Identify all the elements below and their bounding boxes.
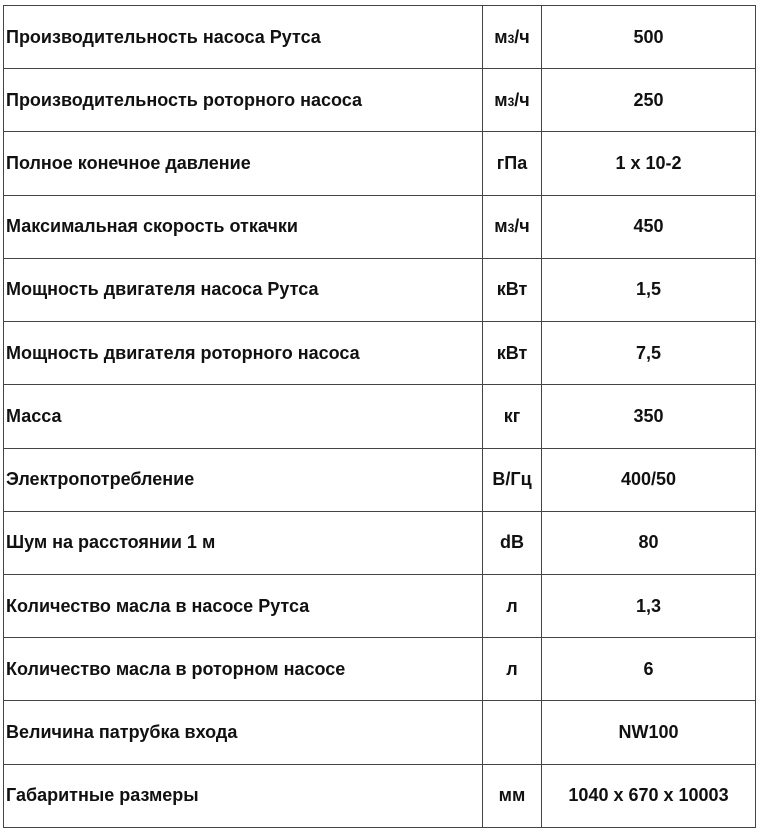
unit-cell: dB (483, 511, 542, 574)
parameter-cell: Электропотребление (4, 448, 483, 511)
unit-cell: В/Гц (483, 448, 542, 511)
unit-cell: кВт (483, 322, 542, 385)
table-row (4, 448, 756, 511)
parameter-cell: Мощность двигателя насоса Рутса (4, 258, 483, 321)
value-cell: 350 (542, 385, 756, 448)
unit-cell: м3/ч (483, 6, 542, 69)
value-cell: 500 (542, 6, 756, 69)
parameter-cell: Производительность насоса Рутса (4, 6, 483, 69)
parameter-cell: Максимальная скорость откачки (4, 195, 483, 258)
value-cell: 250 (542, 69, 756, 132)
value-cell: 1 х 10-2 (542, 132, 756, 195)
table-row (4, 385, 756, 448)
table-row (4, 195, 756, 258)
parameter-cell: Количество масла в насосе Рутса (4, 574, 483, 637)
value-cell: 1,5 (542, 258, 756, 321)
unit-cell: кВт (483, 258, 542, 321)
value-cell: 450 (542, 195, 756, 258)
table-row (4, 69, 756, 132)
table-row (4, 322, 756, 385)
table-row (4, 511, 756, 574)
value-cell: 7,5 (542, 322, 756, 385)
unit-cell: л (483, 574, 542, 637)
table-row (4, 701, 756, 764)
specifications-table-body (4, 6, 756, 828)
value-cell: 80 (542, 511, 756, 574)
parameter-cell: Полное конечное давление (4, 132, 483, 195)
value-cell: NW100 (542, 701, 756, 764)
unit-cell (483, 701, 542, 764)
unit-cell: гПа (483, 132, 542, 195)
table-row (4, 6, 756, 69)
table-row (4, 764, 756, 827)
parameter-cell: Количество масла в роторном насосе (4, 638, 483, 701)
parameter-cell: Габаритные размеры (4, 764, 483, 827)
unit-cell: м3/ч (483, 69, 542, 132)
parameter-cell: Производительность роторного насоса (4, 69, 483, 132)
table-row (4, 574, 756, 637)
unit-cell: м3/ч (483, 195, 542, 258)
unit-cell: л (483, 638, 542, 701)
value-cell: 1040 х 670 х 10003 (542, 764, 756, 827)
parameter-cell: Шум на расстоянии 1 м (4, 511, 483, 574)
table-row (4, 638, 756, 701)
specifications-table (3, 5, 756, 828)
value-cell: 400/50 (542, 448, 756, 511)
unit-cell: мм (483, 764, 542, 827)
value-cell: 6 (542, 638, 756, 701)
parameter-cell: Масса (4, 385, 483, 448)
table-row (4, 258, 756, 321)
table-row (4, 132, 756, 195)
parameter-cell: Величина патрубка входа (4, 701, 483, 764)
unit-cell: кг (483, 385, 542, 448)
value-cell: 1,3 (542, 574, 756, 637)
parameter-cell: Мощность двигателя роторного насоса (4, 322, 483, 385)
